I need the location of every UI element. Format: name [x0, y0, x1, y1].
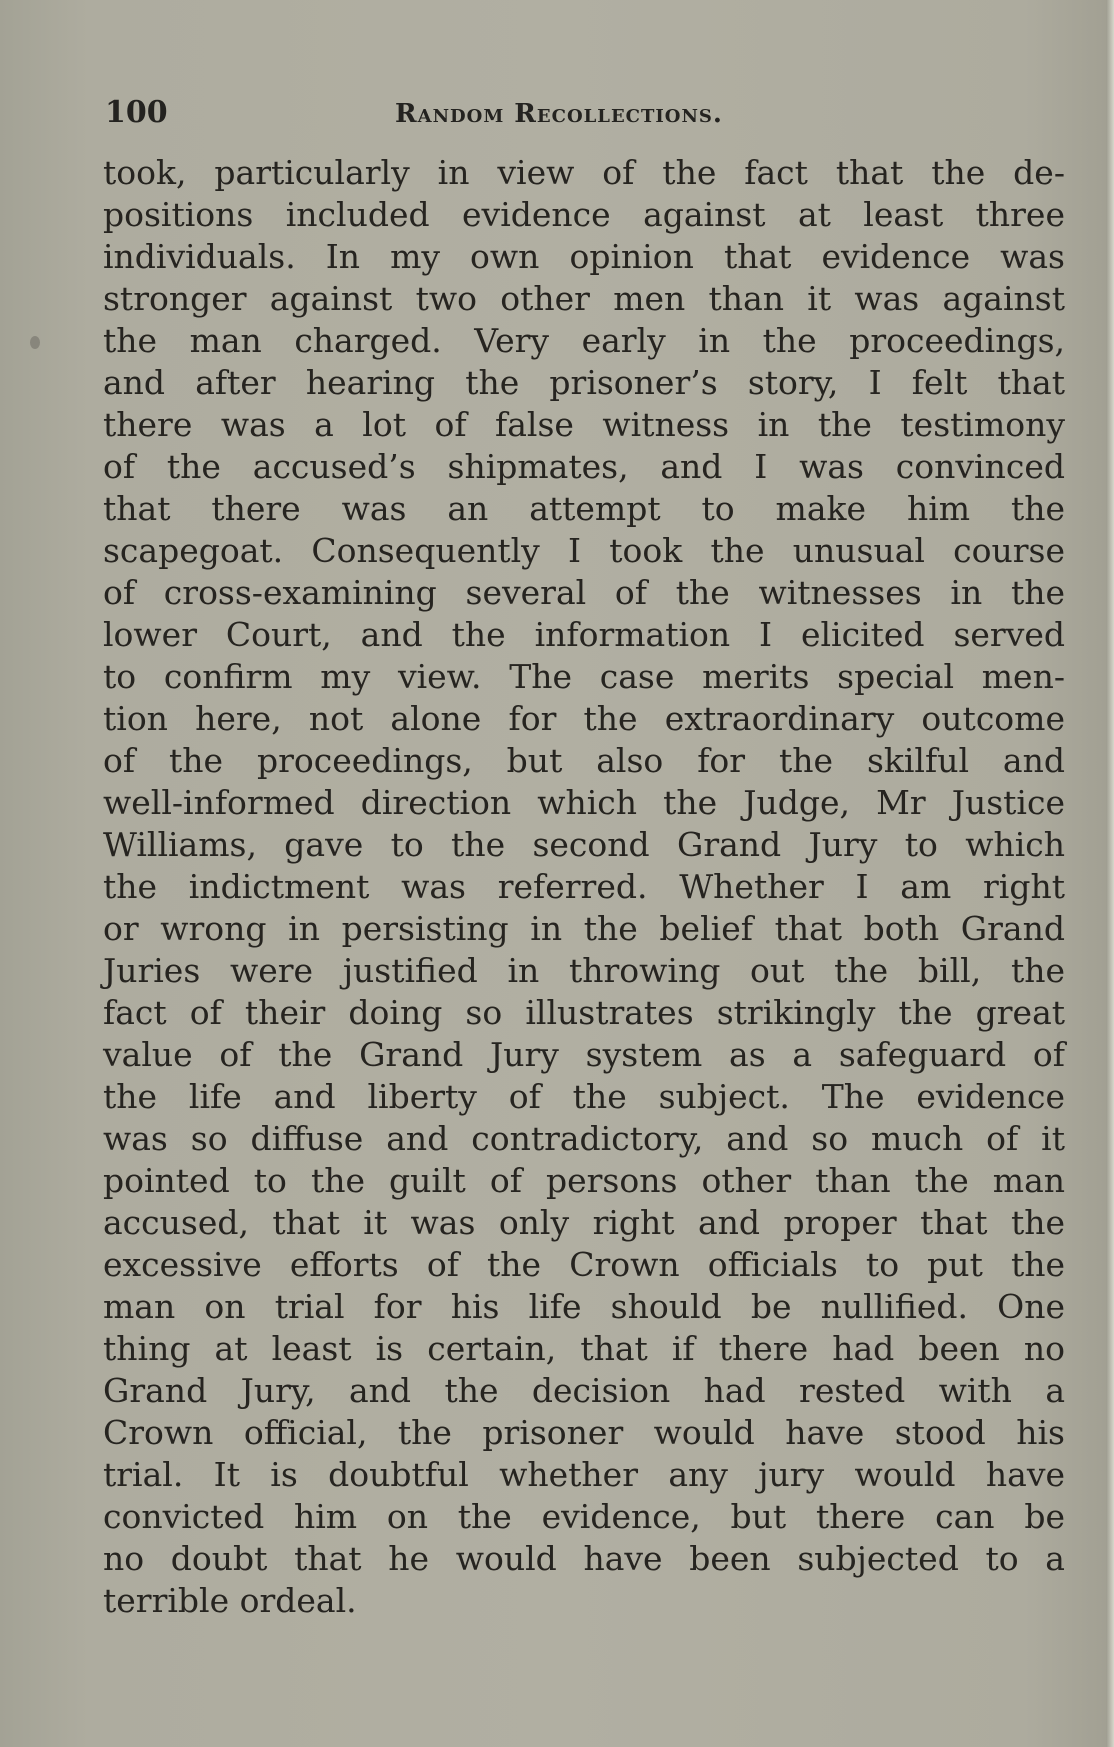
text-line: the life and liberty of the subject. The evidence [103, 1077, 1065, 1116]
body-text [103, 152, 1065, 1622]
text-line: pointed to the guilt of persons other than the man [103, 1161, 1065, 1200]
text-line: scapegoat. Consequently I took the unusual course [103, 531, 1065, 570]
text-line: Juries were justified in throwing out the bill, the [103, 951, 1065, 990]
text-line: Grand Jury, and the decision had rested with a [103, 1371, 1065, 1410]
text-line: trial. It is doubtful whether any jury would have [103, 1455, 1065, 1494]
text-line: individuals. In my own opinion that evidence was [103, 237, 1065, 276]
text-line: tion here, not alone for the extraordinary outcome [103, 699, 1065, 738]
text-line: Crown official, the prisoner would have stood his [103, 1413, 1065, 1452]
text-line: or wrong in persisting in the belief that both Grand [103, 909, 1065, 948]
text-line: lower Court, and the information I elicited served [103, 615, 1065, 654]
page-number: 100 [105, 95, 168, 130]
text-line: terrible ordeal. [103, 1581, 357, 1620]
text-line: that there was an attempt to make him the [103, 489, 1065, 528]
text-line: the indictment was referred. Whether I am right [103, 867, 1065, 906]
text-line: there was a lot of false witness in the testimony [103, 405, 1065, 444]
text-line: of cross-examining several of the witnesses in the [103, 573, 1065, 612]
text-line: thing at least is certain, that if there had been no [103, 1329, 1065, 1368]
text-line: accused, that it was only right and proper that the [103, 1203, 1065, 1242]
text-line: was so diffuse and contradictory, and so much of it [103, 1119, 1065, 1158]
text-line: excessive efforts of the Crown officials to put the [103, 1245, 1065, 1284]
text-line: and after hearing the prisoner’s story, I felt that [103, 363, 1065, 402]
text-line: convicted him on the evidence, but there can be [103, 1497, 1065, 1536]
text-line: took, particularly in view of the fact that the de- [103, 153, 1065, 192]
text-line: stronger against two other men than it was against [103, 279, 1065, 318]
text-line: to confirm my view. The case merits special men- [103, 657, 1065, 696]
text-line: Williams, gave to the second Grand Jury to which [103, 825, 1065, 864]
text-line: well-informed direction which the Judge, Mr Justice [103, 783, 1065, 822]
page-header [105, 95, 1005, 145]
text-line: value of the Grand Jury system as a safeguard of [103, 1035, 1065, 1074]
running-head: Random Recollections. [395, 99, 723, 129]
page-edge [1106, 0, 1114, 1747]
text-line: the man charged. Very early in the proceedings, [103, 321, 1065, 360]
text-line: man on trial for his life should be nullified. One [103, 1287, 1065, 1326]
ink-smudge [30, 336, 40, 349]
text-line: fact of their doing so illustrates strikingly the great [103, 993, 1065, 1032]
text-line: positions included evidence against at least three [103, 195, 1065, 234]
text-line: no doubt that he would have been subjected to a [103, 1539, 1065, 1578]
text-line: of the proceedings, but also for the skilful and [103, 741, 1065, 780]
text-line: of the accused’s shipmates, and I was convinced [103, 447, 1065, 486]
